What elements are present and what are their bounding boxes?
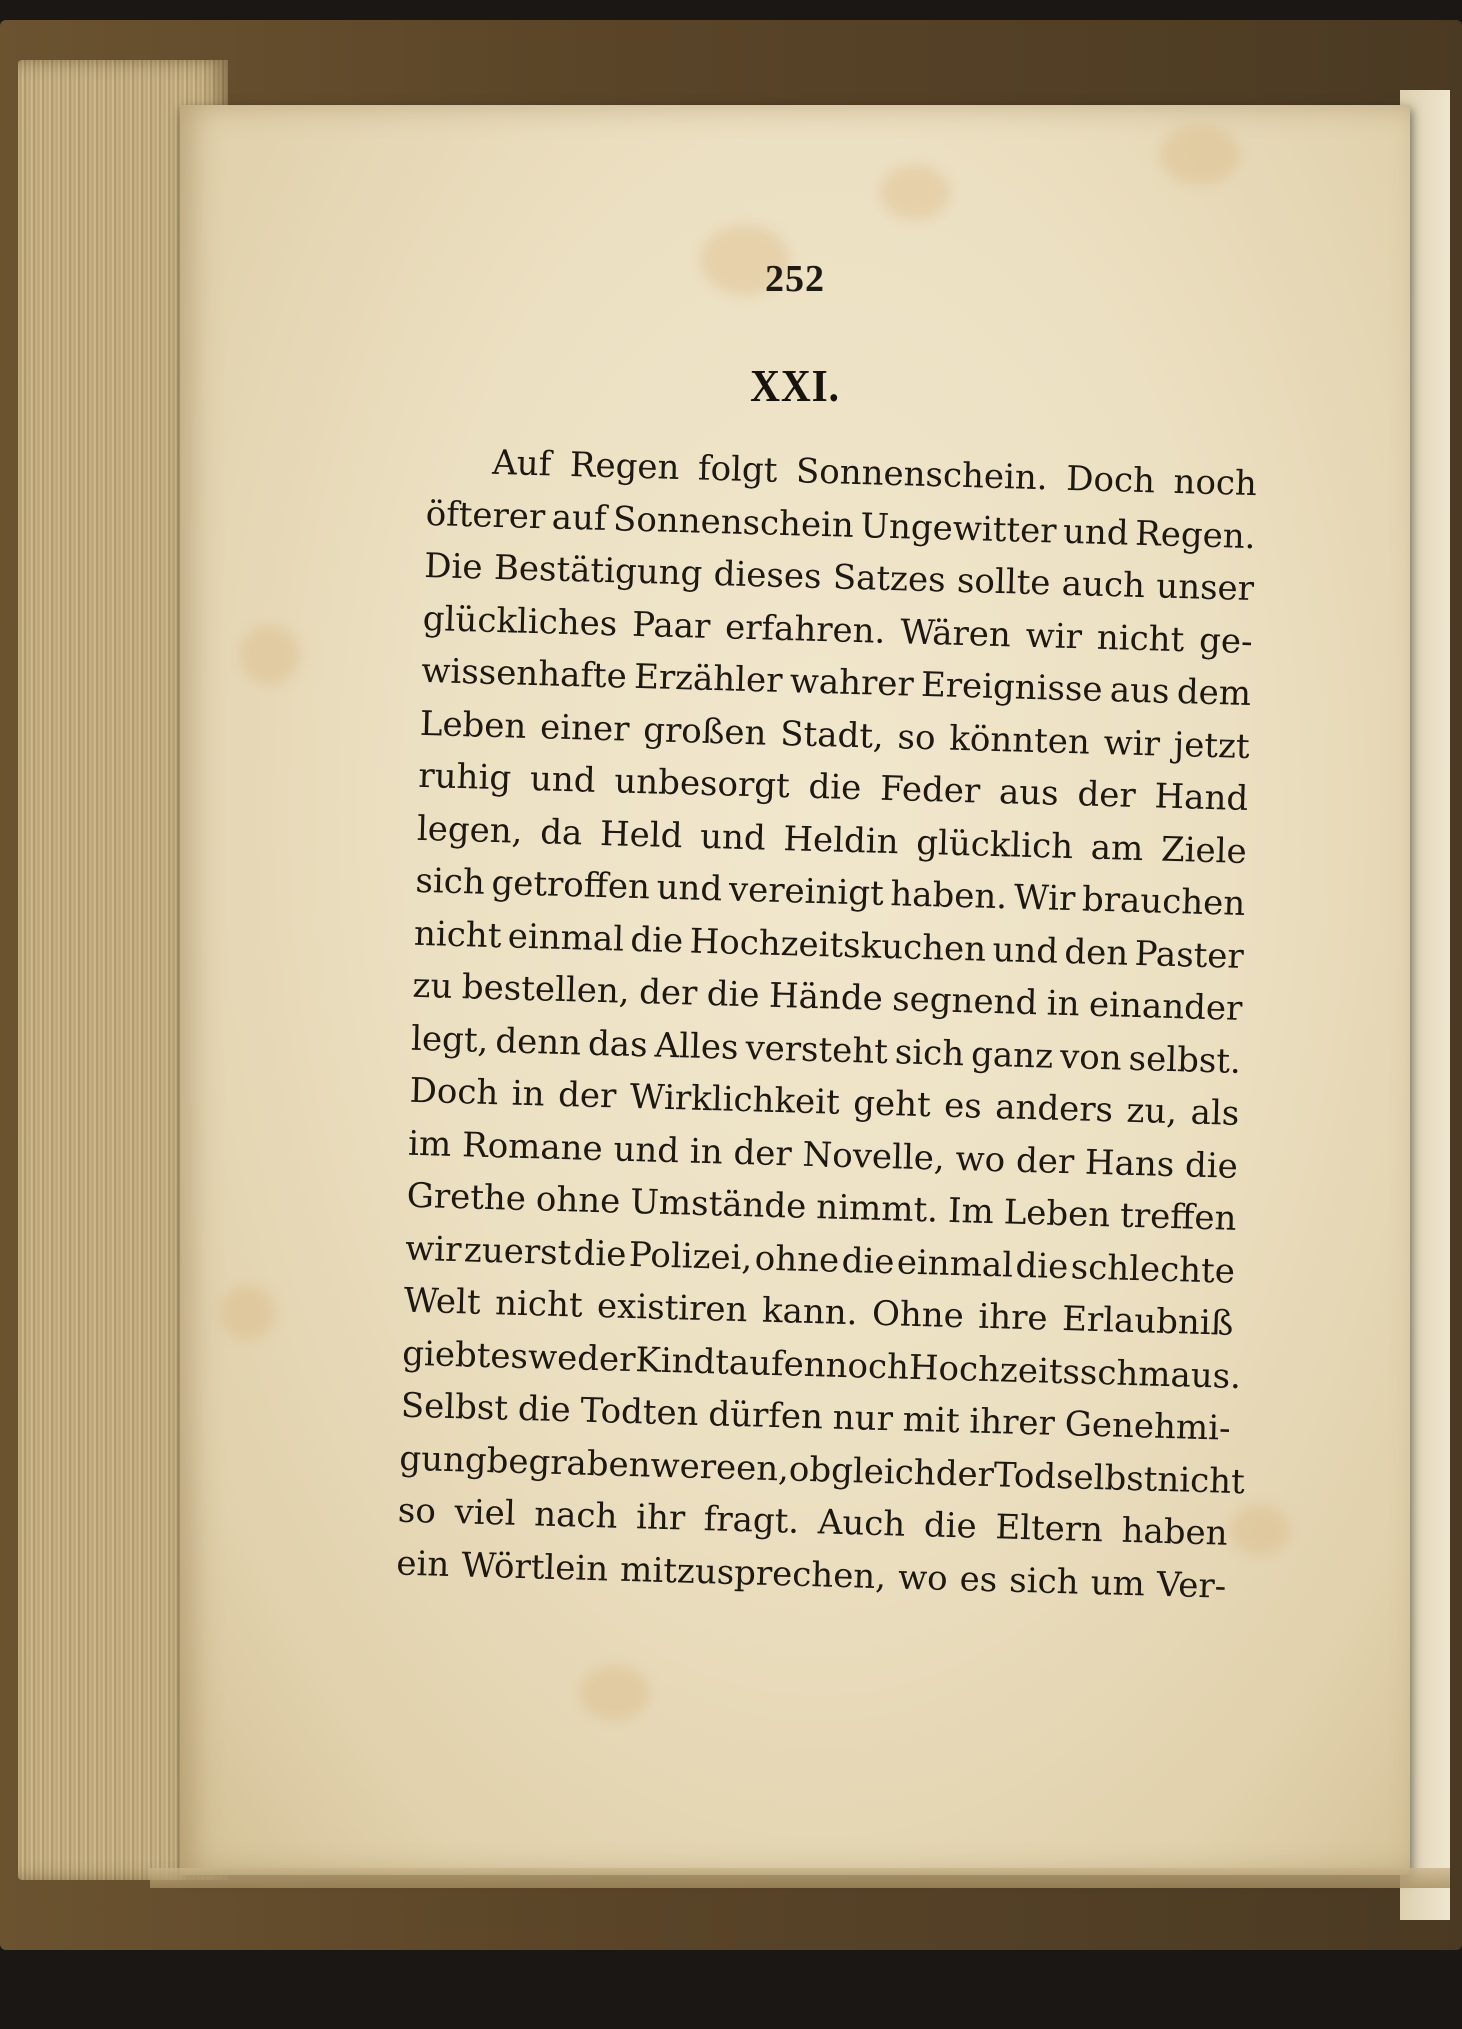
- word: die: [573, 1232, 628, 1275]
- foxing-stain: [240, 625, 300, 685]
- word: von: [1059, 1036, 1123, 1079]
- word: die: [1015, 1245, 1069, 1287]
- word: sollte: [956, 560, 1051, 604]
- word: treffen: [1119, 1195, 1237, 1239]
- word: erfahren.: [724, 606, 886, 652]
- word: Auch: [817, 1502, 906, 1545]
- word: zu,: [1125, 1090, 1178, 1133]
- word: Grethe: [406, 1175, 527, 1220]
- word: wereen,: [650, 1445, 790, 1489]
- word: getroffen: [490, 862, 651, 908]
- word: um: [1090, 1562, 1146, 1604]
- word: der: [1015, 1140, 1075, 1182]
- word: Ereignisse: [920, 664, 1104, 710]
- word: Held: [599, 813, 683, 856]
- word: geht: [852, 1083, 932, 1126]
- foxing-stain: [880, 165, 950, 220]
- word: Im: [947, 1190, 995, 1233]
- word: im: [407, 1123, 452, 1165]
- word: ge-: [1198, 620, 1254, 662]
- word: legen,: [416, 808, 524, 852]
- word: wir: [1103, 722, 1161, 765]
- word: und: [656, 867, 723, 910]
- word: ein: [395, 1543, 450, 1585]
- word: obgleich: [788, 1448, 937, 1494]
- word: Bestätigung: [493, 547, 703, 594]
- word: folgt: [697, 448, 778, 491]
- word: sich: [894, 1031, 965, 1074]
- word: einmal: [896, 1241, 1014, 1286]
- word: schlechte: [1070, 1246, 1236, 1292]
- foxing-stain: [1160, 125, 1240, 185]
- word: Selbst: [400, 1385, 509, 1429]
- book-page: [180, 105, 1410, 1875]
- word: Die: [423, 545, 484, 588]
- word: Sonnenschein.: [795, 451, 1049, 499]
- word: die: [841, 1240, 895, 1282]
- word: und: [529, 758, 597, 801]
- word: in: [1046, 983, 1081, 1025]
- word: bestellen,: [461, 967, 631, 1012]
- word: Leben: [1003, 1192, 1111, 1236]
- word: Feder: [879, 768, 981, 812]
- word: noch: [825, 1344, 910, 1388]
- word: Todten: [580, 1390, 700, 1434]
- word: sich: [414, 860, 486, 903]
- word: ganz: [970, 1033, 1054, 1077]
- word: gung: [398, 1438, 488, 1481]
- word: wahrer: [789, 661, 915, 705]
- word: ruhig: [417, 755, 512, 799]
- word: so: [897, 716, 937, 758]
- word: wissenhafte: [420, 650, 628, 697]
- word: Paster: [1134, 933, 1245, 977]
- word: Stadt,: [779, 713, 885, 757]
- word: am: [1090, 827, 1144, 869]
- word: brauchen: [1081, 879, 1246, 924]
- word: mitzusprechen,: [619, 1549, 887, 1597]
- word: mit: [902, 1399, 961, 1442]
- word: wo: [955, 1138, 1006, 1180]
- word: dem: [1176, 672, 1252, 715]
- word: Paar: [631, 604, 711, 647]
- word: Kindtaufen: [634, 1339, 827, 1385]
- word: einer: [539, 706, 631, 750]
- word: Polizei,: [628, 1234, 753, 1278]
- word: Hand: [1154, 776, 1249, 820]
- word: Hans: [1084, 1142, 1175, 1185]
- word: glücklich: [915, 822, 1074, 867]
- word: da: [539, 811, 583, 853]
- word: begraben: [486, 1440, 652, 1486]
- page-bottom-edge: [150, 1868, 1450, 1888]
- page-number: 252: [765, 258, 825, 300]
- word: Erzähler: [633, 656, 784, 701]
- word: nach: [533, 1494, 618, 1537]
- foxing-stain: [1230, 1505, 1290, 1555]
- word: Genehmi-: [1064, 1404, 1232, 1449]
- word: zu: [412, 965, 453, 1007]
- word: Doch: [409, 1070, 499, 1114]
- word: Sonnenschein: [612, 498, 855, 546]
- word: die: [808, 766, 862, 809]
- word: Wörtlein: [460, 1544, 609, 1589]
- word: es: [959, 1558, 998, 1600]
- word: nicht: [494, 1283, 584, 1326]
- word: noch: [1173, 461, 1258, 505]
- word: fragt.: [703, 1499, 800, 1542]
- word: die: [923, 1505, 978, 1547]
- foxing-stain: [580, 1665, 650, 1720]
- word: es: [943, 1085, 983, 1127]
- word: Ohne: [871, 1293, 965, 1337]
- word: als: [1190, 1092, 1240, 1134]
- word: selbst: [1055, 1456, 1158, 1500]
- word: jetzt: [1173, 724, 1251, 767]
- word: Ver-: [1156, 1564, 1227, 1607]
- word: sich: [1008, 1560, 1080, 1603]
- word: wo: [897, 1557, 949, 1599]
- word: selbst.: [1128, 1038, 1242, 1082]
- word: einmal: [507, 915, 625, 960]
- word: unser: [1155, 566, 1255, 610]
- word: haben: [1121, 1510, 1229, 1554]
- word: haben.: [889, 874, 1008, 918]
- word: ihre: [977, 1296, 1049, 1339]
- word: Tod: [993, 1454, 1057, 1497]
- word: legt,: [410, 1018, 489, 1061]
- word: die: [517, 1388, 572, 1431]
- word: und: [1062, 511, 1130, 554]
- word: der: [1077, 774, 1137, 816]
- word: ohne: [754, 1237, 840, 1281]
- word: anders: [994, 1087, 1114, 1131]
- word: den: [1063, 931, 1129, 974]
- word: der: [935, 1453, 995, 1495]
- word: auf: [551, 496, 608, 539]
- word: Erlaubniß: [1061, 1299, 1234, 1344]
- word: auch: [1061, 563, 1146, 607]
- word: nicht: [1156, 1459, 1246, 1502]
- word: einander: [1088, 984, 1243, 1029]
- word: denn: [494, 1020, 582, 1064]
- word: Doch: [1065, 458, 1156, 502]
- body-text: [396, 435, 1258, 1613]
- word: öfterer: [425, 493, 546, 537]
- word: und: [991, 929, 1059, 972]
- word: Eltern: [994, 1507, 1104, 1551]
- word: in: [511, 1073, 546, 1115]
- word: ihr: [635, 1497, 686, 1539]
- word: Hochzeitsschmaus.: [908, 1347, 1242, 1397]
- chapter-heading: XXI.: [750, 360, 840, 411]
- word: segnend: [891, 979, 1038, 1024]
- word: großen: [642, 709, 768, 754]
- word: Hochzeitskuchen: [689, 921, 987, 970]
- word: zuerst: [463, 1229, 572, 1273]
- word: dürfen: [707, 1394, 824, 1438]
- word: Hände: [768, 975, 884, 1019]
- word: und: [613, 1128, 680, 1171]
- word: der: [733, 1132, 793, 1174]
- word: es: [489, 1335, 529, 1377]
- word: nimmt.: [815, 1187, 939, 1231]
- word: könnten: [948, 718, 1091, 763]
- word: Umstände: [629, 1181, 807, 1227]
- word: nur: [832, 1397, 894, 1440]
- word: Satzes: [832, 557, 947, 601]
- word: in: [689, 1131, 724, 1173]
- word: Ziele: [1160, 829, 1248, 872]
- word: ihrer: [968, 1401, 1056, 1444]
- word: die: [629, 919, 684, 961]
- word: der: [638, 972, 698, 1014]
- word: glückliches: [422, 598, 618, 644]
- word: Auf: [491, 442, 552, 485]
- word: aus: [1109, 670, 1171, 712]
- word: nicht: [413, 913, 502, 956]
- word: so: [397, 1490, 437, 1532]
- word: Novelle,: [802, 1134, 946, 1179]
- word: vereinigt: [728, 869, 885, 914]
- foxing-stain: [220, 1285, 275, 1340]
- word: Heldin: [782, 818, 900, 862]
- word: nicht: [1096, 617, 1185, 660]
- word: wir: [1025, 615, 1083, 657]
- word: Alles: [654, 1025, 740, 1068]
- word: unbesorgt: [613, 761, 791, 807]
- word: wir: [404, 1228, 463, 1270]
- word: existiren: [596, 1286, 749, 1331]
- word: die: [1184, 1144, 1239, 1187]
- word: Wirklichkeit: [629, 1076, 841, 1123]
- word: der: [557, 1074, 617, 1117]
- word: die: [706, 974, 761, 1016]
- word: Ungewitter: [859, 505, 1058, 552]
- word: Regen.: [1134, 513, 1257, 557]
- word: ohne: [535, 1179, 621, 1222]
- word: Romane: [461, 1124, 604, 1169]
- word: versteht: [744, 1027, 889, 1072]
- word: dieses: [713, 554, 823, 598]
- word: Wir: [1013, 877, 1076, 920]
- word: Regen: [569, 444, 680, 489]
- word: kann.: [761, 1290, 859, 1334]
- word: aus: [998, 772, 1060, 814]
- word: Wären: [899, 611, 1012, 655]
- word: Leben: [419, 703, 527, 747]
- word: Welt: [403, 1280, 482, 1323]
- word: und: [699, 816, 767, 859]
- word: giebt: [401, 1333, 492, 1376]
- word: viel: [454, 1492, 517, 1534]
- word: weder: [527, 1336, 636, 1380]
- word: das: [587, 1023, 649, 1065]
